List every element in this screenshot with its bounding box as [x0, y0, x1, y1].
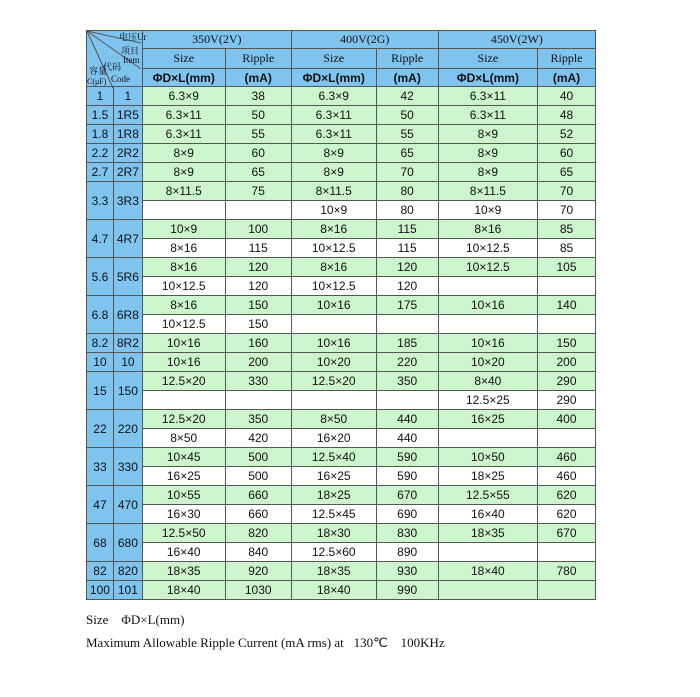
size-cell: 10×20 — [438, 353, 537, 372]
size-cell: 10×16 — [291, 296, 376, 315]
table-row — [87, 505, 596, 524]
size-cell: 18×30 — [291, 524, 376, 543]
size-cell: 10×12.5 — [142, 277, 225, 296]
capacitance-cell: 47 — [87, 486, 114, 524]
size-cell — [438, 277, 537, 296]
table-row — [87, 163, 596, 182]
size-cell: 10×12.5 — [438, 258, 537, 277]
size-cell: 6.3×11 — [438, 87, 537, 106]
table-row — [87, 125, 596, 144]
capacitance-cell: 2.7 — [87, 163, 114, 182]
size-cell: 18×35 — [438, 524, 537, 543]
ripple-cell: 200 — [538, 353, 596, 372]
ripple-cell: 48 — [538, 106, 596, 125]
capacitance-cell: 100 — [87, 581, 114, 600]
ripple-cell: 85 — [538, 239, 596, 258]
size-cell: 8×50 — [142, 429, 225, 448]
ripple-cell: 840 — [225, 543, 291, 562]
size-cell: 18×35 — [142, 562, 225, 581]
ripple-note-text: Maximum Allowable Ripple Current (mA rms) at — [86, 635, 344, 650]
ripple-cell: 115 — [225, 239, 291, 258]
ripple-cell: 55 — [376, 125, 438, 144]
table-row — [87, 201, 596, 220]
size-cell: 8×9 — [291, 163, 376, 182]
ripple-cell: 50 — [225, 106, 291, 125]
size-cell: 10×9 — [291, 201, 376, 220]
ripple-cell: 60 — [225, 144, 291, 163]
ripple-cell: 200 — [225, 353, 291, 372]
table-row — [87, 220, 596, 239]
size-cell — [438, 429, 537, 448]
capacitance-cell: 10 — [87, 353, 114, 372]
size-note-label: Size — [86, 612, 109, 627]
table-row — [87, 239, 596, 258]
ripple-cell: 590 — [376, 467, 438, 486]
table-row — [87, 543, 596, 562]
size-note — [86, 612, 184, 628]
size-cell: 10×12.5 — [291, 239, 376, 258]
size-unit: ΦD×L(mm) — [438, 69, 537, 87]
code-cell: 2R2 — [113, 144, 142, 163]
size-cell: 16×30 — [142, 505, 225, 524]
size-cell: 8×16 — [142, 239, 225, 258]
ripple-cell: 440 — [376, 410, 438, 429]
size-cell: 10×50 — [438, 448, 537, 467]
table-corner-header — [87, 31, 147, 87]
size-cell: 12.5×60 — [291, 543, 376, 562]
table-row — [87, 410, 596, 429]
table-row — [87, 581, 596, 600]
size-cell: 12.5×55 — [438, 486, 537, 505]
voltage-header-450: 450V(2W) — [438, 31, 595, 49]
ripple-cell: 80 — [376, 201, 438, 220]
table-row — [87, 144, 596, 163]
ripple-cell: 590 — [376, 448, 438, 467]
ripple-header: Ripple — [538, 49, 596, 69]
capacitance-cell: 4.7 — [87, 220, 114, 258]
table-row — [87, 562, 596, 581]
size-cell: 8×16 — [291, 220, 376, 239]
size-cell: 12.5×20 — [142, 372, 225, 391]
ripple-cell: 175 — [376, 296, 438, 315]
code-cell: 3R3 — [113, 182, 142, 220]
capacitance-cell: 15 — [87, 372, 114, 410]
ripple-cell: 65 — [538, 163, 596, 182]
size-cell: 8×50 — [291, 410, 376, 429]
ripple-cell: 85 — [538, 220, 596, 239]
size-cell: 6.3×11 — [291, 125, 376, 144]
size-cell: 6.3×9 — [291, 87, 376, 106]
code-label-cn: 代码 — [103, 62, 122, 72]
code-cell: 1R5 — [113, 106, 142, 125]
size-cell: 8×9 — [142, 163, 225, 182]
size-cell: 18×35 — [291, 562, 376, 581]
ripple-cell: 660 — [225, 486, 291, 505]
ripple-cell: 440 — [376, 429, 438, 448]
code-cell: 680 — [113, 524, 142, 562]
table-row — [87, 391, 596, 410]
capacitance-cell: 5.6 — [87, 258, 114, 296]
size-header: Size — [438, 49, 537, 69]
size-cell: 6.3×11 — [438, 106, 537, 125]
ripple-note — [86, 635, 445, 651]
code-cell: 2R7 — [113, 163, 142, 182]
ripple-cell: 65 — [376, 144, 438, 163]
table-row — [87, 296, 596, 315]
ripple-cell: 350 — [376, 372, 438, 391]
table-row — [87, 87, 596, 106]
ripple-cell: 500 — [225, 467, 291, 486]
ripple-header: Ripple — [225, 49, 291, 69]
table-row — [87, 334, 596, 353]
ripple-cell: 105 — [538, 258, 596, 277]
capacitance-cell: 68 — [87, 524, 114, 562]
capacitance-cell: 8.2 — [87, 334, 114, 353]
size-cell: 10×55 — [142, 486, 225, 505]
table-row — [87, 353, 596, 372]
size-cell — [142, 201, 225, 220]
ripple-note-temp: 130℃ — [353, 635, 388, 650]
ripple-cell — [538, 315, 596, 334]
capacitance-cell: 3.3 — [87, 182, 114, 220]
size-cell — [142, 391, 225, 410]
size-cell: 12.5×20 — [142, 410, 225, 429]
ripple-cell: 350 — [225, 410, 291, 429]
code-cell: 1R8 — [113, 125, 142, 144]
ripple-cell: 140 — [538, 296, 596, 315]
code-cell: 10 — [113, 353, 142, 372]
size-cell: 10×16 — [438, 296, 537, 315]
item-label-cn: 项目 — [121, 46, 140, 56]
table-row — [87, 315, 596, 334]
table-row — [87, 524, 596, 543]
ripple-cell: 780 — [538, 562, 596, 581]
ripple-cell: 115 — [376, 220, 438, 239]
size-cell: 10×16 — [291, 334, 376, 353]
code-cell: 470 — [113, 486, 142, 524]
size-cell: 6.3×11 — [291, 106, 376, 125]
ripple-cell: 70 — [538, 201, 596, 220]
ripple-cell: 120 — [225, 277, 291, 296]
voltage-label: 电压Ur — [119, 32, 147, 42]
size-cell: 12.5×40 — [291, 448, 376, 467]
table-row — [87, 106, 596, 125]
table-row — [87, 429, 596, 448]
code-cell: 6R8 — [113, 296, 142, 334]
size-cell: 16×20 — [291, 429, 376, 448]
size-unit: ΦD×L(mm) — [291, 69, 376, 87]
ripple-cell: 220 — [376, 353, 438, 372]
ripple-cell: 55 — [225, 125, 291, 144]
capacitance-cell: 33 — [87, 448, 114, 486]
size-cell: 16×25 — [142, 467, 225, 486]
code-cell: 1 — [113, 87, 142, 106]
size-cell: 10×16 — [142, 353, 225, 372]
ripple-cell: 460 — [538, 467, 596, 486]
table-row — [87, 182, 596, 201]
size-cell — [291, 391, 376, 410]
size-cell: 6.3×11 — [142, 106, 225, 125]
ripple-cell — [538, 543, 596, 562]
size-cell: 10×12.5 — [438, 239, 537, 258]
ripple-cell: 50 — [376, 106, 438, 125]
size-cell: 8×40 — [438, 372, 537, 391]
ripple-cell: 830 — [376, 524, 438, 543]
item-label-en: Item — [123, 55, 140, 65]
capacitance-label-cn: 容量 — [89, 66, 108, 76]
ripple-cell: 150 — [538, 334, 596, 353]
size-cell: 8×16 — [142, 258, 225, 277]
ripple-cell: 620 — [538, 505, 596, 524]
capacitance-cell: 22 — [87, 410, 114, 448]
size-cell: 12.5×20 — [291, 372, 376, 391]
size-header: Size — [291, 49, 376, 69]
size-cell: 18×25 — [438, 467, 537, 486]
size-cell: 8×11.5 — [142, 182, 225, 201]
ripple-cell: 290 — [538, 391, 596, 410]
ripple-cell: 420 — [225, 429, 291, 448]
size-header: Size — [142, 49, 225, 69]
size-note-value: ΦD×L(mm) — [121, 612, 185, 627]
ripple-cell: 120 — [376, 258, 438, 277]
size-cell: 18×40 — [142, 581, 225, 600]
code-cell: 4R7 — [113, 220, 142, 258]
size-cell: 12.5×50 — [142, 524, 225, 543]
size-cell: 8×16 — [142, 296, 225, 315]
size-cell: 6.3×11 — [142, 125, 225, 144]
table-row — [87, 277, 596, 296]
size-cell: 8×9 — [438, 144, 537, 163]
ripple-cell: 690 — [376, 505, 438, 524]
ripple-cell: 160 — [225, 334, 291, 353]
ripple-cell — [376, 391, 438, 410]
ripple-cell — [538, 429, 596, 448]
ripple-cell: 150 — [225, 315, 291, 334]
ripple-cell: 290 — [538, 372, 596, 391]
table-row — [87, 258, 596, 277]
ripple-unit: (mA) — [225, 69, 291, 87]
size-cell: 8×11.5 — [438, 182, 537, 201]
ripple-cell: 400 — [538, 410, 596, 429]
ripple-cell: 40 — [538, 87, 596, 106]
code-cell: 150 — [113, 372, 142, 410]
ripple-cell: 75 — [225, 182, 291, 201]
ripple-cell: 930 — [376, 562, 438, 581]
ripple-cell: 660 — [225, 505, 291, 524]
table-row — [87, 486, 596, 505]
code-cell: 330 — [113, 448, 142, 486]
capacitance-cell: 1 — [87, 87, 114, 106]
size-cell: 8×9 — [142, 144, 225, 163]
ripple-cell: 670 — [376, 486, 438, 505]
size-cell: 12.5×45 — [291, 505, 376, 524]
ripple-unit: (mA) — [376, 69, 438, 87]
ripple-cell: 330 — [225, 372, 291, 391]
ripple-header: Ripple — [376, 49, 438, 69]
size-cell: 8×9 — [438, 163, 537, 182]
table-row — [87, 448, 596, 467]
size-cell: 8×9 — [291, 144, 376, 163]
code-cell: 101 — [113, 581, 142, 600]
ripple-cell: 990 — [376, 581, 438, 600]
ripple-cell: 115 — [376, 239, 438, 258]
size-cell — [291, 315, 376, 334]
size-cell — [438, 315, 537, 334]
ripple-unit: (mA) — [538, 69, 596, 87]
voltage-header-400: 400V(2G) — [291, 31, 438, 49]
size-cell: 16×25 — [291, 467, 376, 486]
capacitance-cell: 2.2 — [87, 144, 114, 163]
size-cell: 8×9 — [438, 125, 537, 144]
size-cell: 18×40 — [291, 581, 376, 600]
ripple-cell: 890 — [376, 543, 438, 562]
ripple-cell: 120 — [376, 277, 438, 296]
spec-table-body — [87, 87, 596, 600]
size-cell: 6.3×9 — [142, 87, 225, 106]
ripple-cell: 70 — [538, 182, 596, 201]
size-cell: 18×25 — [291, 486, 376, 505]
code-cell: 5R6 — [113, 258, 142, 296]
ripple-cell: 100 — [225, 220, 291, 239]
code-cell: 220 — [113, 410, 142, 448]
capacitance-cell: 1.5 — [87, 106, 114, 125]
ripple-cell: 42 — [376, 87, 438, 106]
size-cell: 12.5×25 — [438, 391, 537, 410]
ripple-cell: 460 — [538, 448, 596, 467]
size-cell: 16×40 — [438, 505, 537, 524]
ripple-cell: 500 — [225, 448, 291, 467]
size-cell: 10×45 — [142, 448, 225, 467]
capacitor-spec-table — [86, 30, 596, 600]
ripple-cell — [376, 315, 438, 334]
size-cell: 16×40 — [142, 543, 225, 562]
size-unit: ΦD×L(mm) — [142, 69, 225, 87]
size-cell: 18×40 — [438, 562, 537, 581]
ripple-cell — [538, 277, 596, 296]
capacitance-cell: 82 — [87, 562, 114, 581]
ripple-cell: 52 — [538, 125, 596, 144]
capacitance-cell: 6.8 — [87, 296, 114, 334]
size-cell: 10×9 — [142, 220, 225, 239]
size-cell: 10×16 — [438, 334, 537, 353]
size-cell: 10×20 — [291, 353, 376, 372]
table-row — [87, 467, 596, 486]
size-cell: 8×16 — [291, 258, 376, 277]
ripple-cell: 1030 — [225, 581, 291, 600]
size-cell: 10×12.5 — [291, 277, 376, 296]
ripple-note-freq: 100KHz — [400, 635, 445, 650]
size-cell: 10×9 — [438, 201, 537, 220]
table-row — [87, 372, 596, 391]
ripple-cell: 620 — [538, 486, 596, 505]
ripple-cell: 80 — [376, 182, 438, 201]
ripple-cell: 185 — [376, 334, 438, 353]
ripple-cell — [225, 201, 291, 220]
voltage-header-350: 350V(2V) — [142, 31, 291, 49]
ripple-cell: 670 — [538, 524, 596, 543]
code-cell: 820 — [113, 562, 142, 581]
ripple-cell: 60 — [538, 144, 596, 163]
ripple-cell: 120 — [225, 258, 291, 277]
ripple-cell: 920 — [225, 562, 291, 581]
size-cell: 16×25 — [438, 410, 537, 429]
capacitance-cell: 1.8 — [87, 125, 114, 144]
ripple-cell: 38 — [225, 87, 291, 106]
size-cell: 10×16 — [142, 334, 225, 353]
size-cell: 8×11.5 — [291, 182, 376, 201]
ripple-cell: 820 — [225, 524, 291, 543]
ripple-cell: 150 — [225, 296, 291, 315]
ripple-cell — [225, 391, 291, 410]
size-cell: 10×12.5 — [142, 315, 225, 334]
size-cell — [438, 543, 537, 562]
size-cell — [438, 581, 537, 600]
code-label-en: Code — [111, 74, 130, 84]
size-cell: 8×16 — [438, 220, 537, 239]
capacitance-unit: C(μF) — [87, 77, 107, 86]
code-cell: 8R2 — [113, 334, 142, 353]
ripple-cell: 70 — [376, 163, 438, 182]
ripple-cell — [538, 581, 596, 600]
ripple-cell: 65 — [225, 163, 291, 182]
